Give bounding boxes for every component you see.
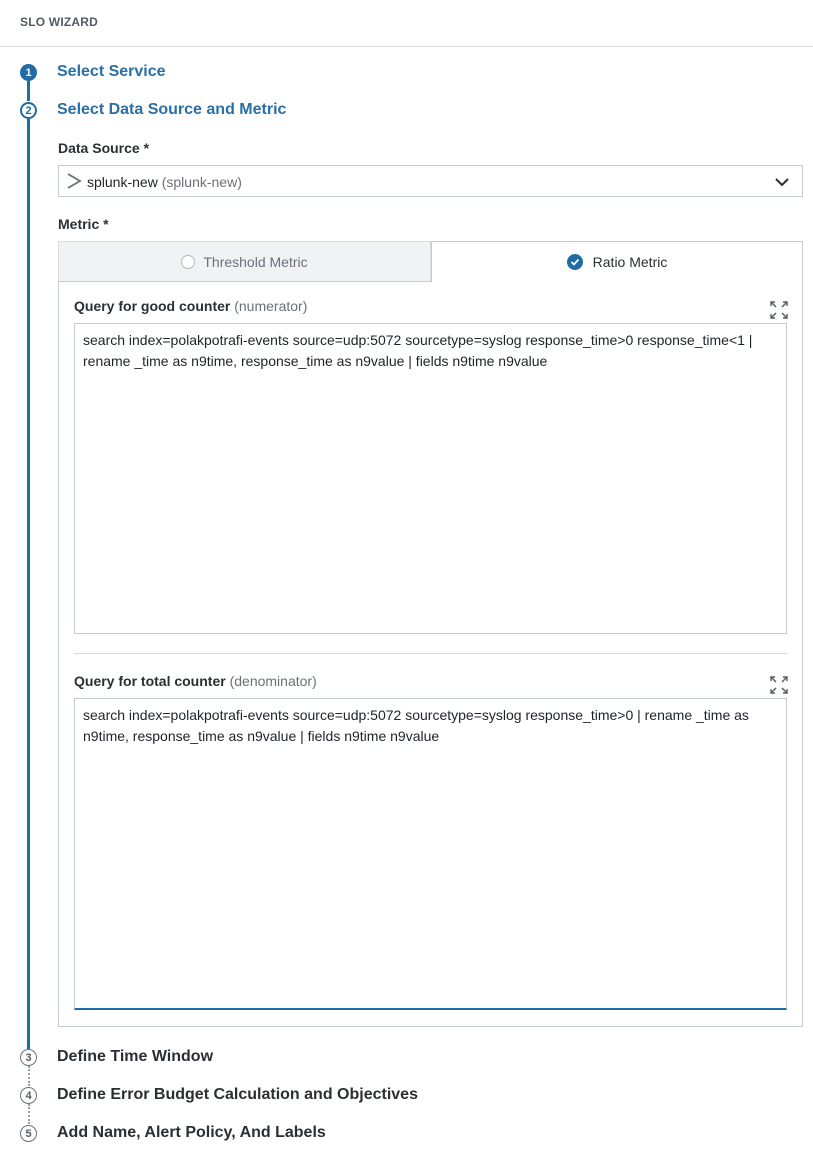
step-3-title[interactable]: Define Time Window <box>57 1048 214 1065</box>
expand-icon[interactable] <box>770 301 788 319</box>
total-query-label-text: Query for total counter <box>74 673 226 689</box>
good-query-hint: (numerator) <box>234 298 308 314</box>
step-5-indicator: 5 <box>20 1125 37 1142</box>
step-3-indicator: 3 <box>20 1049 37 1066</box>
data-source-label: Data Source * <box>58 140 150 156</box>
data-source-value-detail: (splunk-new) <box>161 174 242 190</box>
step-4-indicator: 4 <box>20 1087 37 1104</box>
total-query-input[interactable]: search index=polakpotrafi-events source=udp:5072 sourcetype=syslog response_time>0 | rename _time as n9time, response_time as n9value | fields n9time n9value <box>74 698 787 1010</box>
total-query-label <box>74 673 317 689</box>
good-query-label-text: Query for good counter <box>74 298 231 314</box>
wizard-title: SLO WIZARD <box>20 15 98 29</box>
chevron-down-icon[interactable] <box>774 174 790 190</box>
step-1-title[interactable]: Select Service <box>57 63 166 80</box>
tab-ratio-metric-label: Ratio Metric <box>592 254 668 270</box>
data-source-select[interactable] <box>58 165 803 197</box>
good-query-label <box>74 298 307 314</box>
tab-ratio-metric[interactable] <box>431 241 803 282</box>
chevron-right-icon <box>65 172 83 190</box>
total-query-hint: (denominator) <box>229 673 317 689</box>
metric-label: Metric * <box>58 216 109 232</box>
step-5-title[interactable]: Add Name, Alert Policy, And Labels <box>57 1124 326 1141</box>
wizard-header <box>0 0 813 47</box>
progress-rail-pending <box>28 1066 30 1086</box>
progress-rail-active <box>27 119 30 1049</box>
tab-threshold-metric-label: Threshold Metric <box>203 253 308 270</box>
step-2-title[interactable]: Select Data Source and Metric <box>57 101 287 118</box>
good-query-input[interactable]: search index=polakpotrafi-events source=udp:5072 sourcetype=syslog response_time>0 response_time<1 | rename _time as n9time, response_time as n9value | fields n9time n9value <box>74 323 787 634</box>
step-1-indicator: 1 <box>20 64 37 81</box>
progress-rail-pending <box>28 1104 30 1124</box>
radio-unchecked-icon <box>181 255 195 269</box>
progress-rail-completed <box>27 81 30 101</box>
check-icon <box>567 254 583 270</box>
data-source-value: splunk-new <box>87 174 158 190</box>
step-4-title[interactable]: Define Error Budget Calculation and Objectives <box>57 1086 418 1103</box>
tab-threshold-metric[interactable] <box>58 241 431 282</box>
expand-icon[interactable] <box>770 676 788 694</box>
step-2-indicator: 2 <box>20 102 37 119</box>
query-divider <box>74 653 787 654</box>
